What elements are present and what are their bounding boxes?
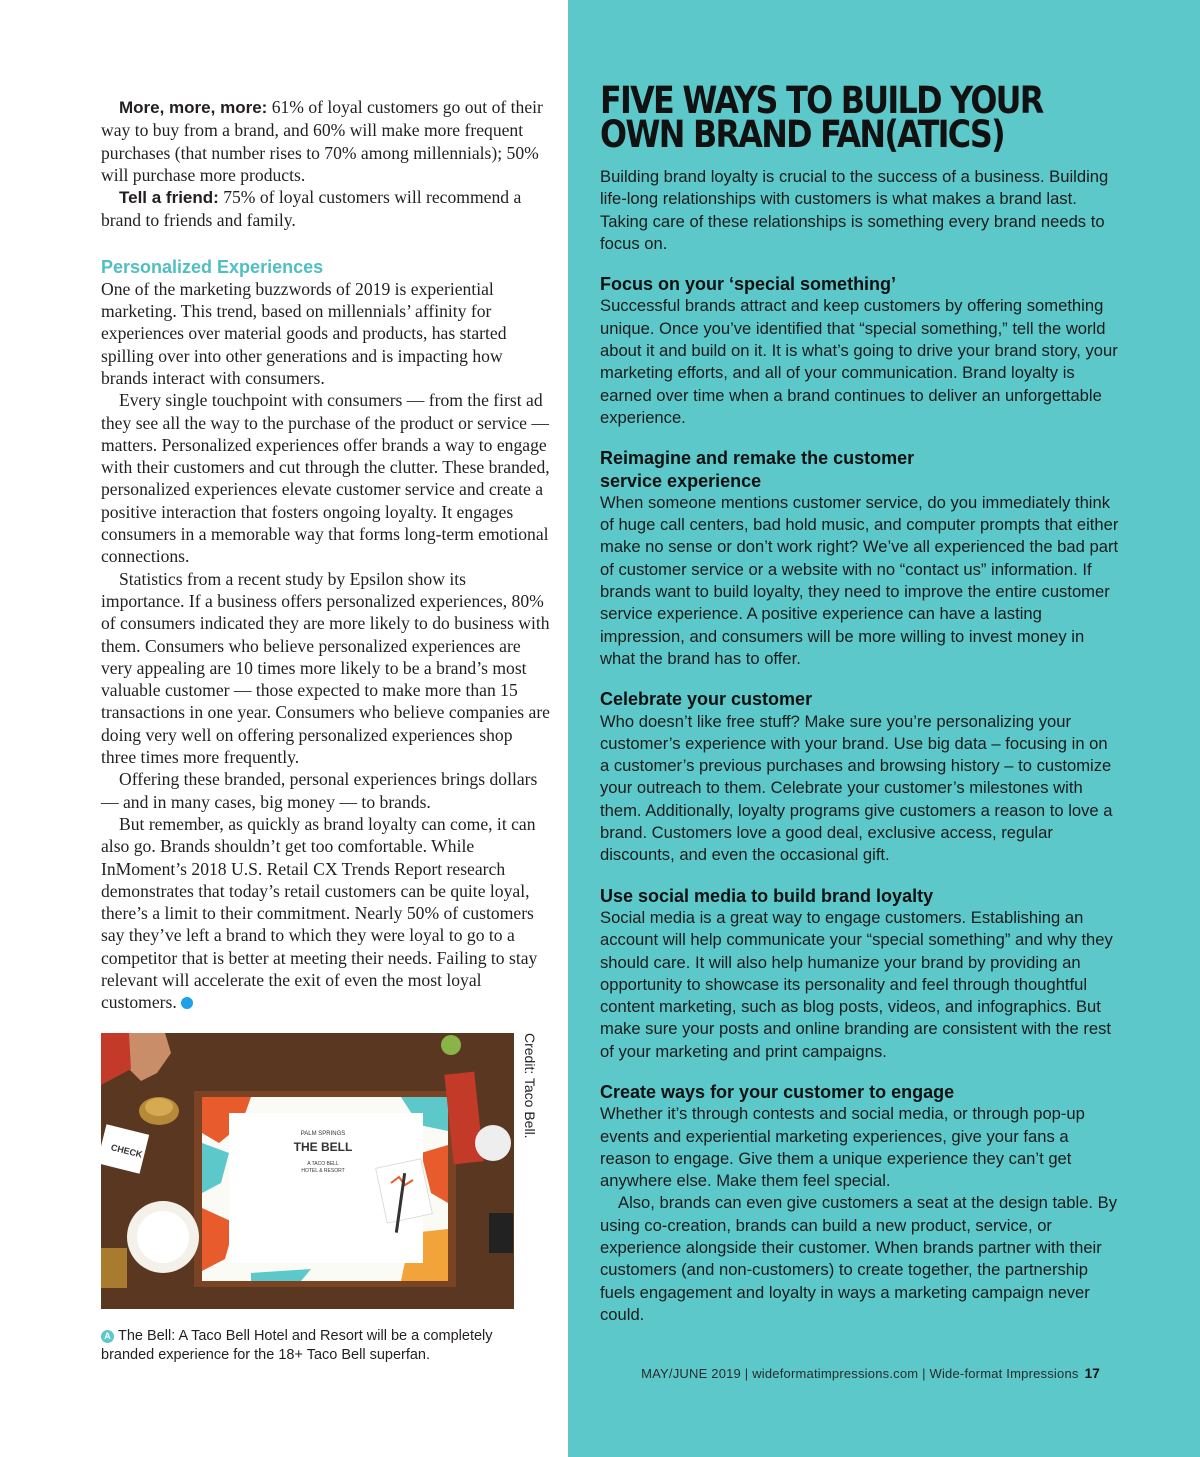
tip-body: Also, brands can even give customers a seat at the design table. By using co-creation, brands can build a new product, service, or experience alongside their customer. When brands partner with their customers (and non-customers) to create together, the partnership fuels engagement and loyalty in ways a marketing campaign never could.	[600, 1193, 1118, 1324]
sign-line: PALM SPRINGS	[300, 1131, 346, 1137]
section-heading-personalized-experiences: Personalized Experiences	[101, 256, 324, 277]
sidebar-intro: Building brand loyalty is crucial to the success of a business. Building life-long relationships with customers is what makes a brand last. Taking care of these relationships is something every brand needs to focus on.	[600, 167, 1109, 253]
tip-heading-social-media: Use social media to build brand loyalty	[600, 885, 934, 906]
tip-body: Social media is a great way to engage customers. Establishing an account will help communicate your “special something” and why they should care. It will also help humanize your brand by providing an opportunity to showcase its personality and feel through thoughtful content marketing, such as blog posts, videos, and infographics. But make sure your posts and online branding are consistent with the rest of your marketing and print campaigns.	[600, 907, 1113, 1061]
photo-illustration	[101, 1033, 514, 1309]
photo-caption: A The Bell: A Taco Bell Hotel and Resort will be a completely branded experience for the 18+ Taco Bell superfan.	[101, 1328, 493, 1363]
paragraph-final: But remember, as quickly as brand loyalty can come, it can also go. Brands shouldn’t get too comfortable. While InMoment’s 2018 U.S. Retail CX Trends Report research demonstrates that today’s retail customers can be quite loyal, there’s a limit to their commitment. Nearly 50% of customers say they’ve left a brand to which they were loyal to go to a competitor that is better at meeting their needs. Failing to stay relevant will accelerate the exit of even the most loyal customers.	[101, 813, 538, 1013]
sign-line: HOTEL & RESORT	[301, 1168, 345, 1174]
tip-heading-engage: Create ways for your customer to engage	[600, 1081, 955, 1102]
paragraph-tell-a-friend: Tell a friend: 75% of loyal customers will recommend a brand to friends and family.	[101, 187, 522, 231]
paragraph: Statistics from a recent study by Epsilon show its importance. If a business offers personalized experiences, 80% of consumers indicated they are more likely to do business with them. Consumers who believe personalized experiences are very appealing are 10 times more likely to be a brand’s most valuable customer — those expected to make more than 15 transactions in one year. Consumers who believe companies are doing very well on offering personalized experiences shop three times more frequently.	[101, 568, 550, 768]
sidebar-text	[600, 79, 1120, 1326]
tip-body: When someone mentions customer service, do you immediately think of huge call centers, bad hold music, and computer prompts that either make no sense or don’t work right? We’ve all experienced the bad part of customer service or a website with no “contact us” information. If brands want to build loyalty, they need to improve the entire customer service experience. A positive experience can have a lasting impression, and consumers will be more willing to invest money in what the brand has to offer.	[600, 492, 1119, 668]
photo-credit: Credit: Taco Bell.	[522, 1033, 538, 1139]
paragraph: Offering these branded, personal experiences brings dollars — and in many cases, big money — to brands.	[101, 769, 538, 812]
page-number: 17	[1084, 1366, 1100, 1381]
tip-heading-special-something: Focus on your ‘special something’	[600, 274, 897, 295]
paragraph-more-more-more: More, more, more: 61% of loyal customers go out of their way to buy from a brand, and 60% will make more frequent purchases (that number rises to 70% among millennials); 50% will purchase more products.	[101, 97, 543, 185]
tip-body: Whether it’s through contests and social media, or through pop-up events and experiential marketing experiences, give your fans a reason to engage. Give them a unique experience they can’t get anywhere else. Make them feel special.	[600, 1104, 1085, 1191]
left-column	[0, 0, 568, 1457]
sign-line: A TACO BELL	[307, 1161, 339, 1167]
paragraph: Every single touchpoint with consumers — from the first ad they see all the way to the purchase of the product or service — matters. Personalized experiences offer brands a way to engage with their customers and cut through the clutter. These branded, personalized experiences elevate customer service and create a positive interaction that fosters ongoing loyalty. It engages consumers in a memorable way that forms long-term emotional connections.	[101, 390, 550, 567]
left-article-text	[101, 96, 551, 1014]
sidebar-title: FIVE WAYS TO BUILD YOUR OWN BRAND FAN(ATICS)	[600, 79, 1043, 156]
footer-text: MAY/JUNE 2019 | wideformatimpressions.com | Wide-format Impressions	[641, 1366, 1079, 1381]
paragraph: One of the marketing buzzwords of 2019 is experiential marketing. This trend, based on millennials’ affinity for experiences over material goods and products, has started spilling over into other generations and is impacting how brands interact with consumers.	[101, 278, 507, 388]
end-mark-icon	[181, 997, 193, 1009]
caption-badge-icon: A	[101, 1330, 114, 1343]
tip-body: Who doesn’t like free stuff? Make sure you’re personalizing your customer’s experience with your brand. Use big data – focusing in on a customer’s previous purchases and browsing history – to customize your outreach to them. Celebrate your customer’s milestones with them. Additionally, loyalty programs give customers a reason to love a brand. Customers love a good deal, exclusive access, regular discounts, and even the occasional gift.	[600, 711, 1113, 865]
tip-heading-customer-service: Reimagine and remake the customer service experience	[600, 448, 915, 491]
sign-title: THE BELL	[293, 1140, 353, 1154]
taco-bell-hotel-photo	[101, 1033, 514, 1309]
tip-body: Successful brands attract and keep customers by offering something unique. Once you’ve identified that “special something,” tell the world about it and build on it. It is what’s going to drive your brand story, your marketing efforts, and all of your communication. Brand loyalty is earned over time when a brand continues to deliver an unforgettable experience.	[600, 296, 1118, 427]
card-label: CHECK	[109, 1142, 144, 1160]
tip-heading-celebrate-customer: Celebrate your customer	[600, 689, 813, 710]
page-footer	[641, 1366, 1100, 1381]
